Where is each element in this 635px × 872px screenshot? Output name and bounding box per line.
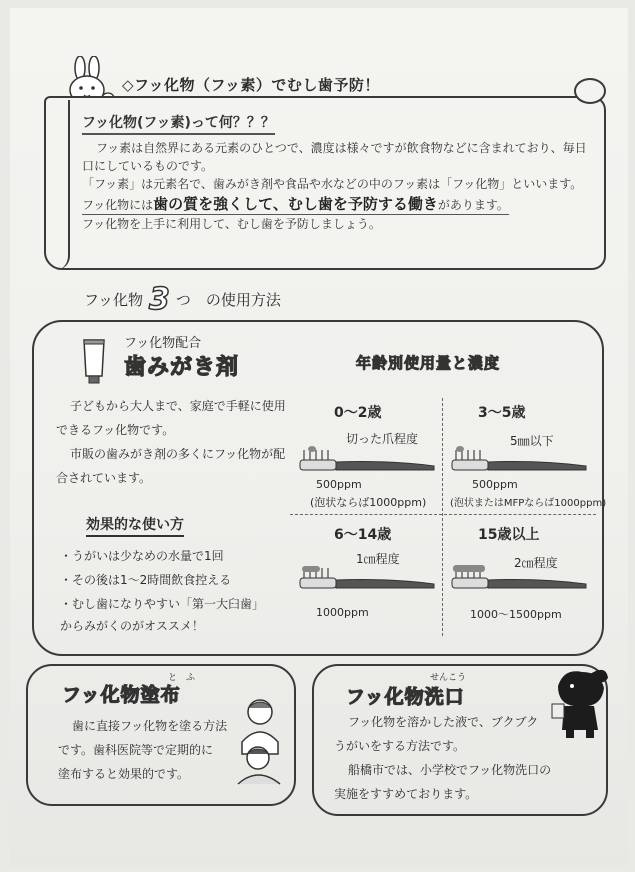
effective-use-heading: 効果的な使い方 [86,514,184,537]
amount-label: 1㎝程度 [356,552,400,566]
age-label: 3～5歳 [478,405,526,421]
concentration-label: 1000ppm [316,606,369,619]
toothpaste-desc-2: 市販の歯みがき剤の多くにフッ化物が配合されています。 [56,447,286,485]
tip-item: からみがくのがオススメ！ [60,619,204,633]
intro-paragraph-2: 「フッ素」は元素名で、歯みがき剤や食品や水などの中のフッ素は「フッ化物」といいます。 [82,177,583,191]
toothbrush-icon [450,444,590,478]
coating-text [58,714,238,786]
toothpaste-desc-1: 子どもから大人まで、家庭で手軽に使用できるフッ化物です。 [56,399,286,437]
coating-ruby: と ふ [168,673,196,683]
scroll-curl-decoration [44,100,70,270]
tip-item: ・その後は1～2時間飲食控える [60,573,232,587]
table-divider-vertical [442,398,443,636]
intro-paragraph-3: フッ化物には歯の質を強くして、むし歯を予防する働きがあります。 [82,195,509,213]
scroll-roll-decoration [574,78,606,104]
table-divider-horizontal [290,514,596,515]
toothpaste-description [56,394,286,490]
age-label: 6～14歳 [334,527,392,543]
coating-title: フッ化物塗布 [62,684,181,706]
rinse-ruby: せんこう [430,673,467,683]
concentration-label: 500ppm [316,478,362,491]
amount-label: 切った爪程度 [346,432,419,446]
toothbrush-icon [298,562,438,596]
age-label: 0～2歳 [334,405,382,421]
toothpaste-subtitle: フッ化物配合 [124,336,202,351]
effective-use-list [60,544,300,636]
rinse-line-4: 実施をすすめております。 [334,787,478,801]
dentist-illustration-icon [228,694,292,786]
age-table-title: 年齢別使用量と濃度 [356,354,501,372]
intro-paragraph-1: フッ素は自然界にある元素のひとつで、濃度は様々ですが飲食物などに含まれており、毎日口にしているものです。 [82,141,587,173]
concentration-note: (泡状またはMFPならば1000ppm) [450,498,607,509]
intro-question: フッ化物(フッ素)って何？？？ [82,112,275,135]
toothpaste-tube-icon [74,336,114,386]
amount-label: 2㎝程度 [514,556,558,570]
intro-text [82,112,597,233]
intro-paragraph-4: フッ化物を上手に利用して、むし歯を予防しましょう。 [82,217,381,231]
dog-gargling-icon [548,664,612,740]
toothbrush-icon [298,444,438,478]
toothpaste-title: 歯みがき剤 [124,355,240,380]
amount-label: 5㎜以下 [510,434,554,448]
coating-line-1: 歯に直接フッ化物を塗る方法 [72,719,228,733]
methods-heading: フッ化物 3 つ の使用方法 [84,282,281,317]
rinse-line-3: 船橋市では、小学校でフッ化物洗口の [348,763,552,777]
concentration-label: 1000～1500ppm [470,608,562,621]
rinse-line-1: フッ化物を溶かした液で、ブクブク [348,715,539,729]
concentration-label: 500ppm [472,478,518,491]
toothbrush-icon [450,562,590,596]
page-title: ◇フッ化物（フッ素）でむし歯予防！ [122,76,380,94]
concentration-note: (泡状ならば1000ppm) [310,496,427,509]
rinse-line-2: うがいをする方法です。 [334,739,466,753]
tip-item: ・うがいは少なめの水量で1回 [60,549,224,563]
coating-line-2: です。歯科医院等で定期的に [58,743,214,757]
tip-item: ・むし歯になりやすい「第一大臼歯」 [60,597,265,611]
coating-line-3: 塗布すると効果的です。 [58,767,190,781]
rinse-title: フッ化物洗口 [346,686,465,708]
age-label: 15歳以上 [478,527,540,543]
